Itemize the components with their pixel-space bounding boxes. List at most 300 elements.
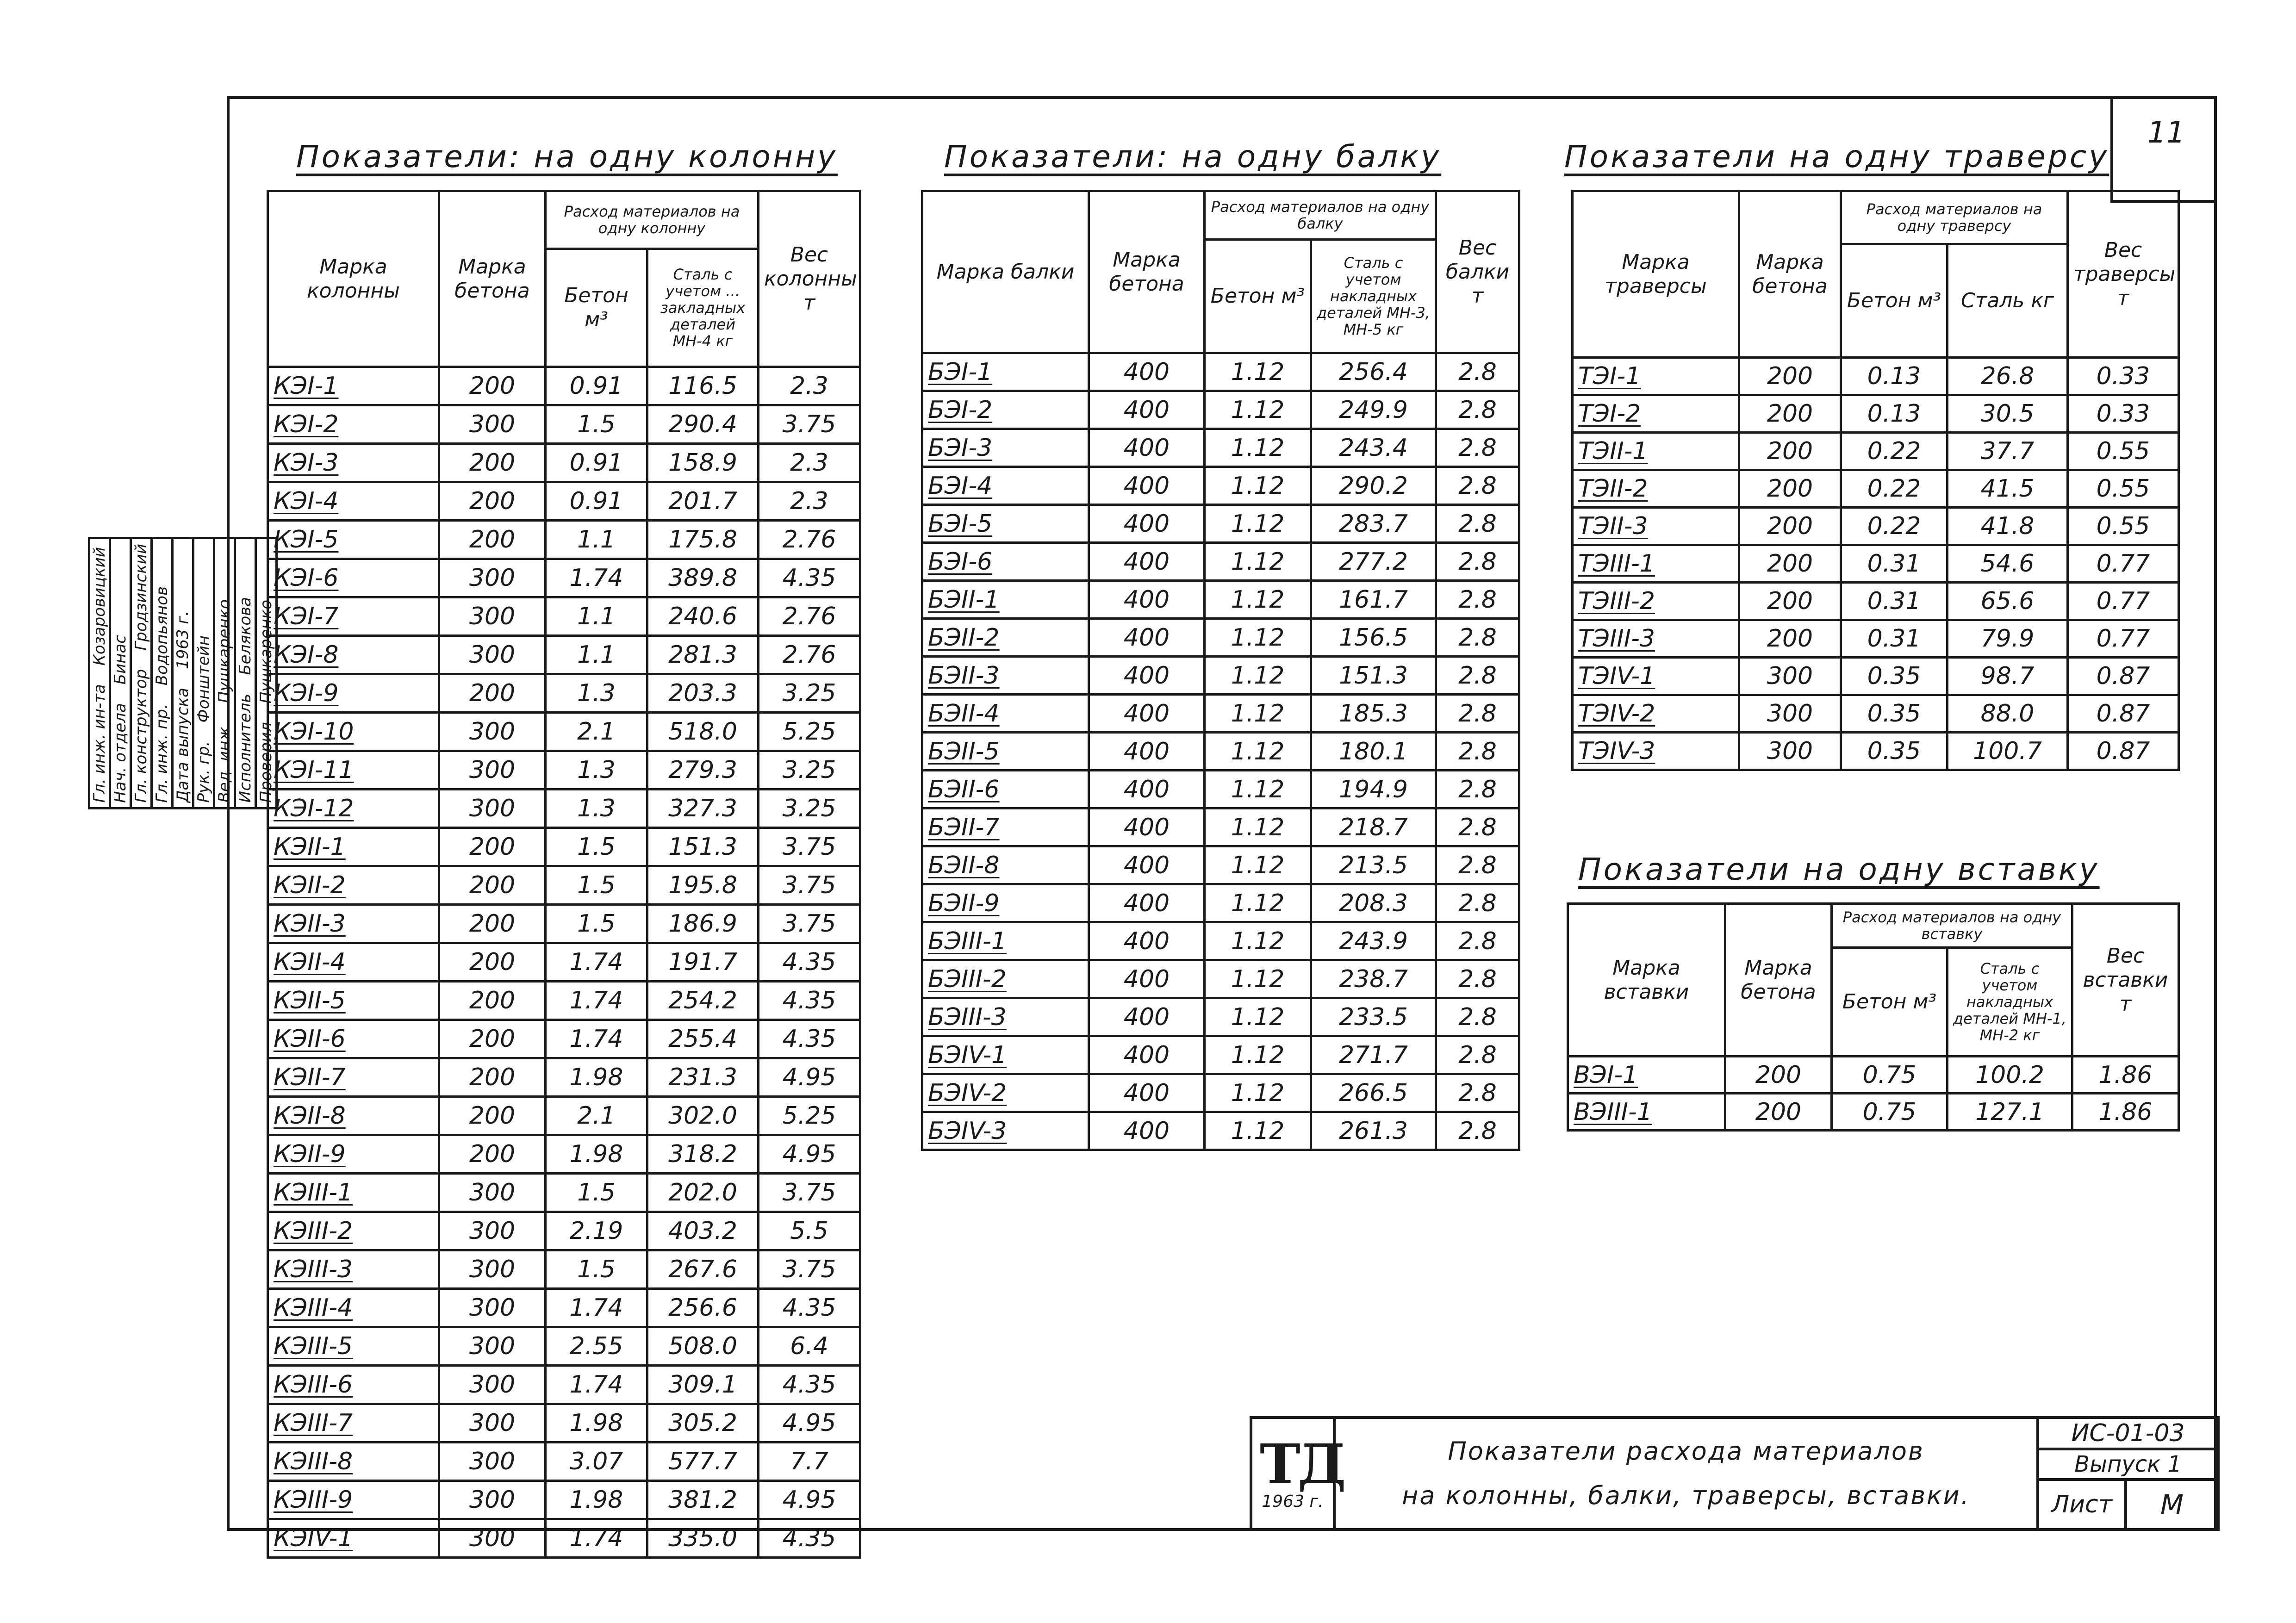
stamp-text: [174, 606, 192, 807]
concrete-grade-cell: 200: [1739, 470, 1841, 508]
stamp-column: [173, 538, 193, 808]
concrete-volume-cell: 3.07: [546, 1443, 647, 1481]
weight-cell: 2.8: [1436, 581, 1519, 619]
weight-cell: 2.8: [1436, 505, 1519, 543]
concrete-volume-cell: 2.1: [546, 1097, 647, 1135]
header-weight: Вес колонны т: [759, 191, 860, 367]
concrete-volume-cell: 0.13: [1841, 395, 1948, 433]
table-row: [268, 1443, 860, 1481]
weight-cell: 2.8: [1436, 884, 1519, 922]
mark-cell: КЭII-8: [268, 1097, 439, 1135]
steel-cell: 161.7: [1311, 581, 1436, 619]
description-line-1: Показатели расхода материалов: [1448, 1436, 1924, 1466]
steel-cell: 256.6: [647, 1289, 759, 1327]
concrete-volume-cell: 0.75: [1832, 1094, 1948, 1131]
concrete-grade-cell: 400: [1089, 884, 1205, 922]
concrete-volume-cell: 1.12: [1205, 543, 1311, 581]
weight-cell: 4.35: [759, 982, 860, 1020]
table-row: [268, 982, 860, 1020]
table-row: [268, 1212, 860, 1250]
header-concrete: Бетон м³: [546, 249, 647, 367]
concrete-grade-cell: 200: [439, 943, 546, 982]
weight-cell: 0.77: [2068, 583, 2179, 620]
concrete-grade-cell: 400: [1089, 353, 1205, 391]
mark-cell: БЭII-2: [922, 619, 1089, 657]
concrete-grade-cell: 400: [1089, 1074, 1205, 1112]
steel-cell: 180.1: [1311, 733, 1436, 771]
steel-cell: 240.6: [647, 597, 759, 636]
steel-cell: 186.9: [647, 905, 759, 943]
concrete-volume-cell: 1.12: [1205, 1074, 1311, 1112]
steel-cell: 271.7: [1311, 1036, 1436, 1074]
concrete-volume-cell: 1.12: [1205, 467, 1311, 505]
weight-cell: 2.8: [1436, 1036, 1519, 1074]
table-row: [922, 771, 1519, 808]
concrete-volume-cell: 1.3: [546, 751, 647, 790]
mark-cell: ТЭII-1: [1573, 433, 1739, 470]
weight-cell: 0.87: [2068, 695, 2179, 733]
concrete-grade-cell: 300: [439, 559, 546, 597]
mark-cell: ТЭIII-3: [1573, 620, 1739, 658]
stamp-person: Бинас: [111, 634, 130, 684]
steel-cell: 254.2: [647, 982, 759, 1020]
stamp-role: Гл. инж. пр.: [153, 703, 171, 803]
weight-cell: 2.8: [1436, 657, 1519, 695]
steel-cell: 249.9: [1311, 391, 1436, 429]
mark-cell: КЭI-8: [268, 636, 439, 674]
table-row: [922, 467, 1519, 505]
steel-cell: 267.6: [647, 1250, 759, 1289]
steel-cell: 277.2: [1311, 543, 1436, 581]
weight-cell: 2.8: [1436, 960, 1519, 998]
steel-cell: 195.8: [647, 866, 759, 905]
weight-cell: 4.35: [759, 559, 860, 597]
mark-cell: КЭII-3: [268, 905, 439, 943]
table-row: [922, 543, 1519, 581]
concrete-grade-cell: 300: [439, 751, 546, 790]
mark-cell: БЭIV-3: [922, 1112, 1089, 1150]
mark-cell: ТЭI-2: [1573, 395, 1739, 433]
concrete-volume-cell: 1.12: [1205, 429, 1311, 467]
steel-cell: 290.4: [647, 405, 759, 444]
weight-cell: 5.25: [759, 1097, 860, 1135]
concrete-grade-cell: 200: [439, 1058, 546, 1097]
concrete-volume-cell: 1.12: [1205, 581, 1311, 619]
weight-cell: 0.55: [2068, 508, 2179, 545]
concrete-grade-cell: 300: [1739, 733, 1841, 770]
concrete-grade-cell: 400: [1089, 619, 1205, 657]
table-row: [268, 1289, 860, 1327]
weight-cell: 7.7: [759, 1443, 860, 1481]
mark-cell: ВЭI-1: [1568, 1057, 1725, 1094]
logo: ТД: [1260, 1431, 1344, 1496]
steel-cell: 266.5: [1311, 1074, 1436, 1112]
stamp-column: [89, 538, 110, 808]
mark-cell: БЭIV-1: [922, 1036, 1089, 1074]
concrete-volume-cell: 1.12: [1205, 353, 1311, 391]
weight-cell: 2.8: [1436, 1112, 1519, 1150]
concrete-grade-cell: 300: [1739, 658, 1841, 695]
weight-cell: 3.75: [759, 1174, 860, 1212]
concrete-grade-cell: 200: [439, 1097, 546, 1135]
stamp-table: [88, 537, 278, 809]
concrete-volume-cell: 1.12: [1205, 657, 1311, 695]
mark-cell: КЭIII-9: [268, 1481, 439, 1519]
steel-cell: 175.8: [647, 521, 759, 559]
stamp-person: Козаровицкий: [90, 547, 109, 666]
concrete-grade-cell: 400: [1089, 1112, 1205, 1150]
concrete-grade-cell: 200: [439, 1135, 546, 1174]
table-row: [268, 1366, 860, 1404]
stamp-text: [111, 630, 130, 808]
table-row: [268, 674, 860, 713]
weight-cell: 3.75: [759, 405, 860, 444]
steel-cell: 309.1: [647, 1366, 759, 1404]
table-row: [268, 1097, 860, 1135]
concrete-grade-cell: 200: [439, 866, 546, 905]
weight-cell: 4.95: [759, 1135, 860, 1174]
weight-cell: 5.25: [759, 713, 860, 751]
steel-cell: 116.5: [647, 367, 759, 405]
steel-cell: 238.7: [1311, 960, 1436, 998]
table-row: [922, 429, 1519, 467]
weight-cell: 3.75: [759, 905, 860, 943]
weight-cell: 2.3: [759, 482, 860, 521]
weight-cell: 4.35: [759, 1020, 860, 1058]
weight-cell: 0.33: [2068, 395, 2179, 433]
table-row: [268, 482, 860, 521]
table-row: [268, 1327, 860, 1366]
concrete-volume-cell: 1.12: [1205, 619, 1311, 657]
steel-cell: 508.0: [647, 1327, 759, 1366]
table-row: [922, 1074, 1519, 1112]
steel-cell: 327.3: [647, 790, 759, 828]
header-mark: Марка колонны: [268, 191, 439, 367]
header-mark: Марка траверсы: [1573, 191, 1739, 358]
concrete-volume-cell: 0.35: [1841, 733, 1948, 770]
stamp-text: [194, 631, 213, 808]
concrete-volume-cell: 1.1: [546, 597, 647, 636]
concrete-volume-cell: 1.12: [1205, 922, 1311, 960]
beams-table: [921, 190, 1520, 1151]
concrete-grade-cell: 400: [1089, 922, 1205, 960]
concrete-volume-cell: 1.3: [546, 674, 647, 713]
concrete-grade-cell: 300: [439, 1250, 546, 1289]
mark-cell: БЭII-7: [922, 808, 1089, 846]
weight-cell: 2.8: [1436, 846, 1519, 884]
table-row: [268, 1058, 860, 1097]
stamp-role: Гл. конструктор: [132, 669, 150, 803]
table-row: [1573, 470, 2179, 508]
mark-cell: ТЭIV-2: [1573, 695, 1739, 733]
weight-cell: 0.77: [2068, 545, 2179, 583]
concrete-volume-cell: 0.31: [1841, 620, 1948, 658]
concrete-volume-cell: 1.5: [546, 905, 647, 943]
table-row: [268, 636, 860, 674]
concrete-grade-cell: 400: [1089, 998, 1205, 1036]
concrete-grade-cell: 200: [1725, 1057, 1832, 1094]
mark-cell: БЭIII-3: [922, 998, 1089, 1036]
table-row: [268, 1174, 860, 1212]
concrete-grade-cell: 400: [1089, 733, 1205, 771]
mark-cell: КЭIV-1: [268, 1519, 439, 1558]
concrete-volume-cell: 0.91: [546, 367, 647, 405]
concrete-volume-cell: 1.98: [546, 1135, 647, 1174]
traverses-table: [1571, 190, 2180, 771]
concrete-grade-cell: 200: [439, 444, 546, 482]
concrete-volume-cell: 1.12: [1205, 846, 1311, 884]
header-concrete-grade: Марка бетона: [1739, 191, 1841, 358]
steel-cell: 577.7: [647, 1443, 759, 1481]
steel-cell: 100.2: [1948, 1057, 2072, 1094]
sheet-label: Лист: [2038, 1480, 2126, 1530]
concrete-grade-cell: 200: [1739, 545, 1841, 583]
mark-cell: БЭII-6: [922, 771, 1089, 808]
concrete-grade-cell: 200: [439, 482, 546, 521]
steel-cell: 255.4: [647, 1020, 759, 1058]
stamp-person: Водопьянов: [153, 586, 171, 685]
stamp-person: Гродзинский: [132, 544, 150, 651]
concrete-volume-cell: 1.74: [546, 1289, 647, 1327]
header-steel: Сталь с учетом ... закладных деталей МН-4 кг: [647, 249, 759, 367]
stamp-role: Исполнитель: [236, 693, 255, 803]
mark-cell: КЭII-1: [268, 828, 439, 866]
weight-cell: 2.3: [759, 444, 860, 482]
table-row: [922, 808, 1519, 846]
steel-cell: 283.7: [1311, 505, 1436, 543]
weight-cell: 4.95: [759, 1481, 860, 1519]
concrete-grade-cell: 200: [439, 521, 546, 559]
weight-cell: 5.5: [759, 1212, 860, 1250]
page-number: 11: [2147, 116, 2185, 150]
weight-cell: 0.55: [2068, 470, 2179, 508]
stamp-role: Проверил: [257, 722, 275, 803]
mark-cell: ТЭIII-1: [1573, 545, 1739, 583]
concrete-grade-cell: 200: [439, 982, 546, 1020]
concrete-volume-cell: 2.1: [546, 713, 647, 751]
concrete-volume-cell: 0.22: [1841, 508, 1948, 545]
header-mark: Марка балки: [922, 191, 1089, 353]
concrete-grade-cell: 300: [439, 790, 546, 828]
concrete-grade-cell: 400: [1089, 960, 1205, 998]
mark-cell: БЭII-4: [922, 695, 1089, 733]
weight-cell: 2.8: [1436, 467, 1519, 505]
weight-cell: 2.3: [759, 367, 860, 405]
concrete-volume-cell: 1.98: [546, 1404, 647, 1443]
header-weight: Вес вставки т: [2072, 904, 2179, 1057]
weight-cell: 3.25: [759, 674, 860, 713]
weight-cell: 6.4: [759, 1327, 860, 1366]
mark-cell: БЭIII-1: [922, 922, 1089, 960]
stamp-text: [153, 582, 171, 808]
weight-cell: 4.35: [759, 943, 860, 982]
stamp-person: Пушкаренко: [257, 599, 275, 704]
concrete-volume-cell: 2.19: [546, 1212, 647, 1250]
steel-cell: 41.5: [1948, 470, 2068, 508]
concrete-grade-cell: 400: [1089, 808, 1205, 846]
concrete-grade-cell: 300: [439, 1404, 546, 1443]
mark-cell: БЭIV-2: [922, 1074, 1089, 1112]
mark-cell: ТЭIV-1: [1573, 658, 1739, 695]
concrete-grade-cell: 300: [439, 1443, 546, 1481]
steel-cell: 290.2: [1311, 467, 1436, 505]
header-weight: Вес траверсы т: [2068, 191, 2179, 358]
mark-cell: БЭII-5: [922, 733, 1089, 771]
header-steel: Сталь с учетом накладных деталей МН-3, МН-5 кг: [1311, 240, 1436, 353]
header-consumption: Расход материалов на одну колонну: [546, 191, 759, 249]
steel-cell: 41.8: [1948, 508, 2068, 545]
steel-cell: 389.8: [647, 559, 759, 597]
weight-cell: 2.8: [1436, 998, 1519, 1036]
mark-cell: БЭI-5: [922, 505, 1089, 543]
concrete-volume-cell: 1.74: [546, 943, 647, 982]
concrete-grade-cell: 300: [439, 1481, 546, 1519]
steel-cell: 79.9: [1948, 620, 2068, 658]
mark-cell: ТЭIII-2: [1573, 583, 1739, 620]
concrete-volume-cell: 1.5: [546, 1174, 647, 1212]
weight-cell: 0.77: [2068, 620, 2179, 658]
concrete-volume-cell: 0.91: [546, 482, 647, 521]
table-row: [268, 1404, 860, 1443]
concrete-grade-cell: 400: [1089, 543, 1205, 581]
stamp-text: [236, 592, 255, 807]
mark-cell: КЭIII-8: [268, 1443, 439, 1481]
mark-cell: КЭII-5: [268, 982, 439, 1020]
table-row: [1568, 1094, 2179, 1131]
steel-cell: 318.2: [647, 1135, 759, 1174]
steel-cell: 243.9: [1311, 922, 1436, 960]
concrete-volume-cell: 1.74: [546, 982, 647, 1020]
steel-cell: 30.5: [1948, 395, 2068, 433]
table-row: [922, 619, 1519, 657]
weight-cell: 1.86: [2072, 1057, 2179, 1094]
table-row: [922, 1112, 1519, 1150]
stamp-person: Белякова: [236, 597, 255, 675]
traverses-title: Показатели на одну траверсу: [1564, 139, 2109, 174]
header-weight: Вес балки т: [1436, 191, 1519, 353]
steel-cell: 335.0: [647, 1519, 759, 1558]
mark-cell: КЭIII-1: [268, 1174, 439, 1212]
weight-cell: 3.75: [759, 828, 860, 866]
table-row: [922, 581, 1519, 619]
stamp-person: 1963 г.: [174, 611, 192, 670]
weight-cell: 2.8: [1436, 922, 1519, 960]
concrete-grade-cell: 200: [439, 1020, 546, 1058]
header-concrete: Бетон м³: [1832, 948, 1948, 1057]
concrete-grade-cell: 400: [1089, 657, 1205, 695]
table-row: [1573, 695, 2179, 733]
table-row: [922, 960, 1519, 998]
concrete-volume-cell: 1.3: [546, 790, 647, 828]
header-consumption: Расход материалов на одну балку: [1205, 191, 1436, 240]
concrete-volume-cell: 1.74: [546, 1519, 647, 1558]
steel-cell: 231.3: [647, 1058, 759, 1097]
concrete-grade-cell: 200: [439, 905, 546, 943]
weight-cell: 3.75: [759, 866, 860, 905]
mark-cell: ТЭII-3: [1573, 508, 1739, 545]
mark-cell: ТЭIV-3: [1573, 733, 1739, 770]
steel-cell: 208.3: [1311, 884, 1436, 922]
table-row: [268, 751, 860, 790]
steel-cell: 98.7: [1948, 658, 2068, 695]
table-row: [922, 922, 1519, 960]
mark-cell: ТЭI-1: [1573, 358, 1739, 395]
weight-cell: 2.8: [1436, 808, 1519, 846]
steel-cell: 202.0: [647, 1174, 759, 1212]
table-row: [268, 405, 860, 444]
mark-cell: БЭII-8: [922, 846, 1089, 884]
concrete-grade-cell: 200: [1739, 508, 1841, 545]
concrete-volume-cell: 0.31: [1841, 583, 1948, 620]
mark-cell: КЭIII-7: [268, 1404, 439, 1443]
concrete-grade-cell: 200: [1739, 620, 1841, 658]
concrete-volume-cell: 1.12: [1205, 391, 1311, 429]
concrete-volume-cell: 0.35: [1841, 695, 1948, 733]
table-row: [922, 884, 1519, 922]
columns-table: [267, 190, 861, 1559]
steel-cell: 279.3: [647, 751, 759, 790]
stamp-column: [235, 538, 256, 808]
mark-cell: БЭII-1: [922, 581, 1089, 619]
logo-cell: [1251, 1418, 1344, 1530]
concrete-volume-cell: 1.5: [546, 828, 647, 866]
table-row: [268, 1135, 860, 1174]
table-row: [268, 1481, 860, 1519]
steel-cell: 302.0: [647, 1097, 759, 1135]
concrete-volume-cell: 1.12: [1205, 998, 1311, 1036]
concrete-volume-cell: 2.55: [546, 1327, 647, 1366]
stamp-text: [215, 595, 234, 807]
weight-cell: 3.25: [759, 790, 860, 828]
weight-cell: 2.8: [1436, 543, 1519, 581]
weight-cell: 2.76: [759, 636, 860, 674]
stamp-text: [132, 539, 150, 807]
concrete-grade-cell: 300: [439, 1366, 546, 1404]
concrete-volume-cell: 1.1: [546, 521, 647, 559]
stamp-column: [152, 538, 173, 808]
mark-cell: КЭII-7: [268, 1058, 439, 1097]
concrete-volume-cell: 0.91: [546, 444, 647, 482]
concrete-volume-cell: 0.35: [1841, 658, 1948, 695]
table-row: [1568, 1057, 2179, 1094]
concrete-volume-cell: 1.74: [546, 1366, 647, 1404]
stamp-role: Нач. отдела: [111, 703, 130, 803]
table-row: [268, 444, 860, 482]
inserts-title: Показатели на одну вставку: [1578, 852, 2100, 887]
table-row: [1573, 733, 2179, 770]
mark-cell: КЭII-2: [268, 866, 439, 905]
weight-cell: 0.87: [2068, 733, 2179, 770]
weight-cell: 4.35: [759, 1366, 860, 1404]
mark-cell: КЭII-9: [268, 1135, 439, 1174]
logo-year: 1963 г.: [1262, 1492, 1324, 1511]
steel-cell: 305.2: [647, 1404, 759, 1443]
weight-cell: 0.33: [2068, 358, 2179, 395]
concrete-grade-cell: 400: [1089, 429, 1205, 467]
mark-cell: КЭIII-4: [268, 1289, 439, 1327]
concrete-volume-cell: 1.12: [1205, 733, 1311, 771]
sheet-value: М: [2126, 1480, 2218, 1530]
steel-cell: 151.3: [1311, 657, 1436, 695]
weight-cell: 2.76: [759, 521, 860, 559]
concrete-grade-cell: 200: [1739, 395, 1841, 433]
concrete-grade-cell: 300: [439, 713, 546, 751]
table-row: [922, 505, 1519, 543]
mark-cell: КЭI-9: [268, 674, 439, 713]
mark-cell: КЭI-6: [268, 559, 439, 597]
weight-cell: 2.8: [1436, 429, 1519, 467]
steel-cell: 54.6: [1948, 545, 2068, 583]
